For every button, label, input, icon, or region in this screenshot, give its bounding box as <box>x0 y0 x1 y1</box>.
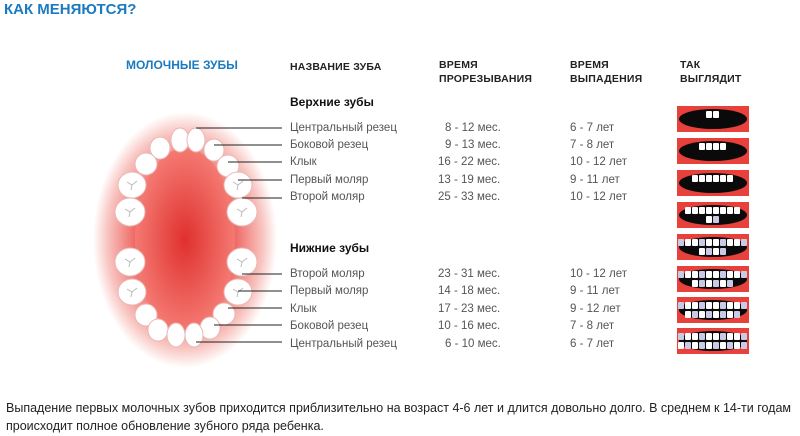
jaw-tooth <box>227 198 257 226</box>
header-look <box>680 58 742 86</box>
lower-row-4-eruption: 10 - 16 мес. <box>438 320 501 332</box>
upper-row-5-loss: 10 - 12 лет <box>570 191 627 203</box>
header-eruption <box>439 58 532 86</box>
header-look-line2: ВЫГЛЯДИТ <box>680 73 742 85</box>
upper-row-4-loss: 9 - 11 лет <box>570 174 620 186</box>
upper-row-1-eruption: 8 - 12 мес. <box>445 122 501 134</box>
lower-row-5-eruption: 6 - 10 мес. <box>445 338 501 350</box>
upper-row-4-eruption: 13 - 19 мес. <box>438 174 501 186</box>
lower-row-1-eruption: 23 - 31 мес. <box>438 268 501 280</box>
lower-row-1-loss: 10 - 12 лет <box>570 268 627 280</box>
jaw-tooth <box>135 153 157 175</box>
page-title: КАК МЕНЯЮТСЯ? <box>4 1 137 18</box>
jaw-tooth <box>115 198 145 226</box>
upper-row-1-name: Центральный резец <box>290 122 397 134</box>
lower-row-3-loss: 9 - 12 лет <box>570 303 621 315</box>
lower-row-5-name: Центральный резец <box>290 338 397 350</box>
header-eruption-line2: ПРОРЕЗЫВАНИЯ <box>439 73 533 85</box>
lower-row-2-name: Первый моляр <box>290 285 369 297</box>
header-loss-line2: ВЫПАДЕНИЯ <box>570 73 643 85</box>
header-look-line1: ТАК <box>680 59 701 71</box>
lower-row-4-loss: 7 - 8 лет <box>570 320 615 332</box>
footer-text: Выпадение первых молочных зубов приходится приблизительно на возраст 4-6 лет и длится довольно долго. В среднем к 14-ти годам происходит полное обновление зубного ряда ребенка. <box>6 401 792 433</box>
lower-row-3-eruption: 17 - 23 мес. <box>438 303 501 315</box>
header-eruption-line1: ВРЕМЯ <box>439 59 478 71</box>
upper-row-4-name: Первый моляр <box>290 174 369 186</box>
upper-row-2-loss: 7 - 8 лет <box>570 139 615 151</box>
upper-row-2-name: Боковой резец <box>290 139 369 151</box>
jaw-tooth <box>118 279 146 305</box>
upper-row-1-loss: 6 - 7 лет <box>570 122 615 134</box>
jaw-tooth <box>187 128 205 152</box>
jaw-tooth <box>227 248 257 276</box>
lower-teeth-title: Нижние зубы <box>290 241 370 255</box>
upper-row-2-eruption: 9 - 13 мес. <box>445 139 501 151</box>
jaw-tooth <box>167 323 185 347</box>
jaw-tooth <box>118 172 146 198</box>
lower-row-4-name: Боковой резец <box>290 320 369 332</box>
lower-row-2-loss: 9 - 11 лет <box>570 285 620 297</box>
lower-row-1-name: Второй моляр <box>290 268 365 280</box>
jaw-tooth <box>185 323 203 347</box>
header-loss-line1: ВРЕМЯ <box>570 59 609 71</box>
jaw-tooth <box>148 319 168 341</box>
header-tooth-name: НАЗВАНИЕ ЗУБА <box>290 61 382 73</box>
upper-row-5-name: Второй моляр <box>290 191 365 203</box>
upper-row-3-name: Клык <box>290 156 317 168</box>
lower-row-5-loss: 6 - 7 лет <box>570 338 615 350</box>
jaw-tooth <box>115 248 145 276</box>
jaw-tooth <box>171 128 189 152</box>
header-loss <box>570 58 642 86</box>
upper-row-3-loss: 10 - 12 лет <box>570 156 627 168</box>
upper-row-3-eruption: 16 - 22 мес. <box>438 156 501 168</box>
lower-row-3-name: Клык <box>290 303 317 315</box>
upper-teeth-title: Верхние зубы <box>290 95 374 109</box>
lower-row-2-eruption: 14 - 18 мес. <box>438 285 501 297</box>
milk-teeth-label: МОЛОЧНЫЕ ЗУБЫ <box>126 58 238 72</box>
jaw-tooth <box>224 172 252 198</box>
jaw-tooth <box>224 279 252 305</box>
upper-row-5-eruption: 25 - 33 мес. <box>438 191 501 203</box>
